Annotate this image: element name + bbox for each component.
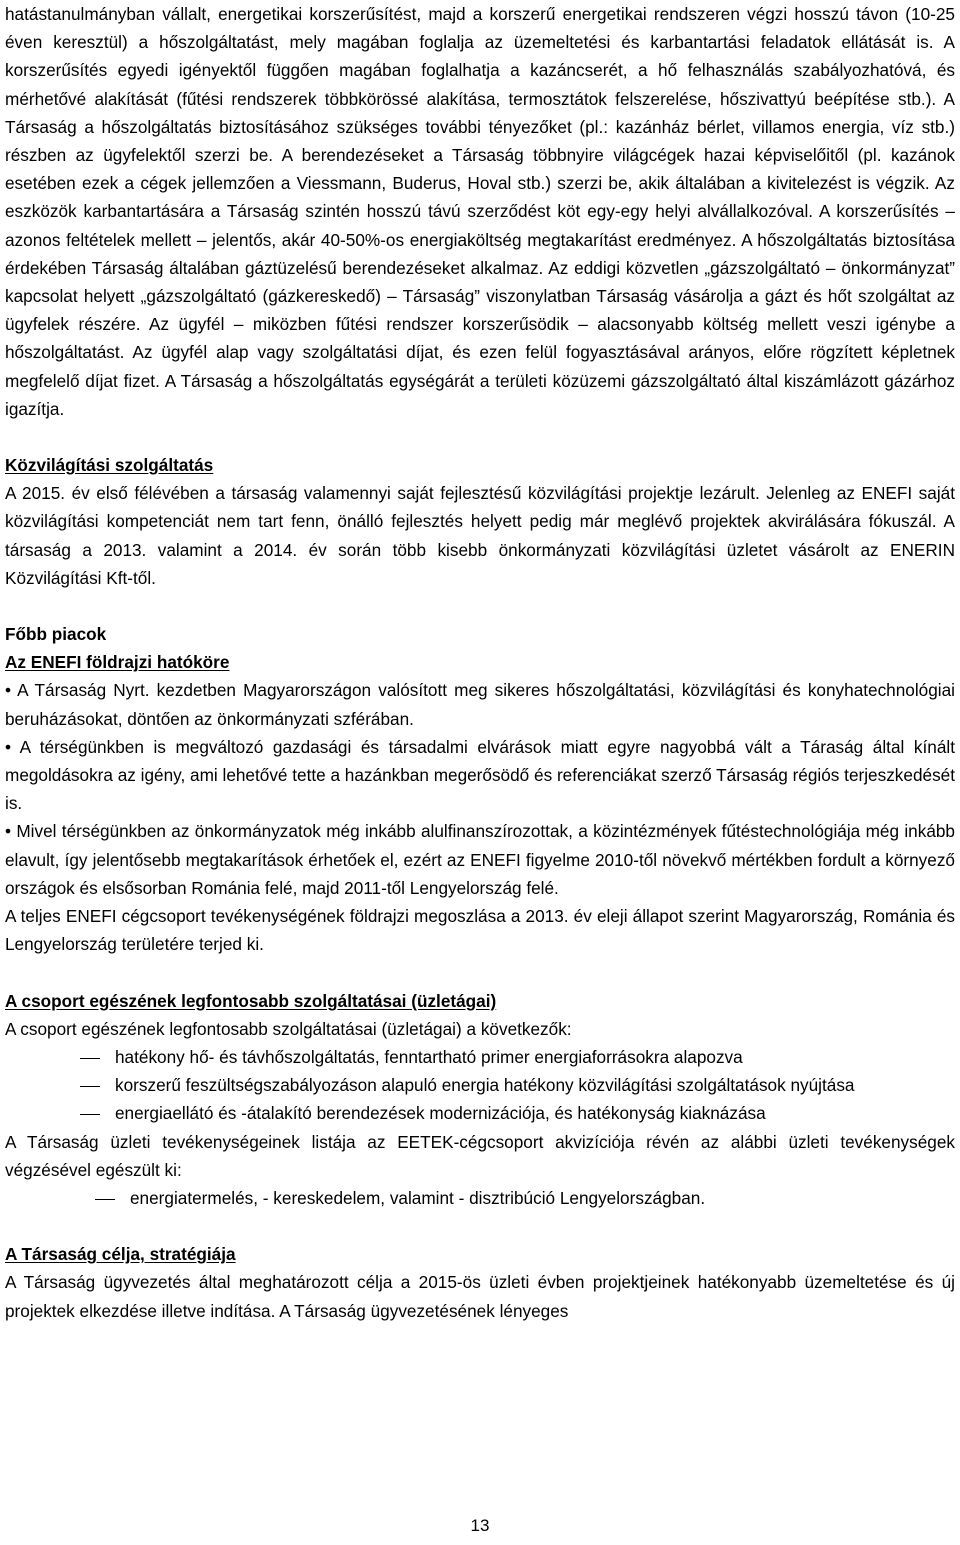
document-page xyxy=(5,0,955,1325)
dash-marker xyxy=(5,1199,115,1227)
geographic-scope-heading: Az ENEFI földrajzi hatóköre xyxy=(5,652,230,673)
strategy-heading: A Társaság célja, stratégiája xyxy=(5,1244,236,1265)
markets-heading: Főbb piacok xyxy=(5,624,107,645)
services-intro: A csoport egészének legfontosabb szolgáltatásai (üzletágai) a következők: xyxy=(5,1018,572,1039)
list-item: korszerű feszültségszabályozáson alapuló energia hatékony közvilágítási szolgáltatások nyújtása xyxy=(5,1071,955,1099)
list-item: energiaellátó és -átalakító berendezések modernizációja, és hatékonyság kiaknázása xyxy=(5,1099,955,1127)
services-heading: A csoport egészének legfontosabb szolgáltatásai (üzletágai) xyxy=(5,990,497,1011)
markets-closing-paragraph: A teljes ENEFI cégcsoport tevékenységének földrajzi megoszlása a 2013. év eleji állapot szerint Magyarország, Románia és Lengyelország területére terjed ki. xyxy=(5,906,955,955)
intro-paragraph: hatástanulmányban vállalt, energetikai korszerűsítést, majd a korszerű energetikai rendszeren végzi hosszú távon (10-25 éven keresztül) a hőszolgáltatást, mely magában foglalja az üzemeltetési és karbantartási feladatok ellátását is. A korszerűsítés egyedi igényektől függően magában foglalhatja a kazáncserét, a hő felhasználás szabályozhatóvá, és mérhetővé alakítását (fűtési rendszerek többkörössé alakítása, termosztátok felszerelése, hőszivattyú beépítése stb.). A Társaság a hőszolgáltatás biztosításához szükséges további tényezőket (pl.: kazánház bérlet, villamos energia, víz stb.) részben az ügyfelektől szerzi be. A berendezéseket a Társaság többnyire világcégek hazai képviselőitől (pl. kazánok esetében ezek a cégek jellemzően a Viessmann, Buderus, Hoval stb.) szerzi be, akik általában a kivitelezést is végzik. Az eszközök karbantartására a Társaság szintén hosszú távú szerződést köt egy-egy helyi alvállalkozóval. A korszerűsítés – azonos feltételek mellett – jelentős, akár 40-50%-os energiaköltség megtakarítást eredményez. A hőszolgáltatás biztosítása érdekében Társaság általában gáztüzelésű berendezéseket alkalmaz. Az eddigi közvetlen „gázszolgáltató – önkormányzat” kapcsolat helyett „gázszolgáltató (gázkereskedő) – Társaság” viszonylatban Társaság vásárolja a gázt és hőt szolgáltat az ügyfelek részére. Az ügyfél – miközben fűtési rendszer korszerűsödik – alacsonyabb költség mellett veszi igénybe a hőszolgáltatást. Az ügyfél alap vagy szolgáltatási díjat, és ezen felül fogyasztásával arányos, előre rögzített képletnek megfelelő díjat fizet. A Társaság a hőszolgáltatás egységárát a területi közüzemi gázszolgáltató által kiszámlázott gázárhoz igazítja. xyxy=(5,4,955,419)
street-lighting-heading: Közvilágítási szolgáltatás xyxy=(5,455,214,476)
markets-bullet: • A Társaság Nyrt. kezdetben Magyarországon valósított meg sikeres hőszolgáltatási, közvilágítási és konyhatechnológiai beruházásokat, döntően az önkormányzati szférában. xyxy=(5,680,955,729)
street-lighting-paragraph: A 2015. év első félévében a társaság valamennyi saját fejlesztésű közvilágítási projektje lezárult. Jelenleg az ENEFI saját közvilágítási kompetenciát nem tart fenn, önálló fejlesztés helyett pedig már meglévő projektek akvirálására fókuszál. A társaság a 2013. valamint a 2014. év során több kisebb önkormányzati közvilágítási üzletet vásárolt az ENERIN Közvilágítási Kft-től. xyxy=(5,483,955,588)
services-sublist xyxy=(5,1184,955,1212)
services-after: A Társaság üzleti tevékenységeinek listája az EETEK-cégcsoport akvizíciója révén az alábbi üzleti tevékenységek végzésével egészült ki: xyxy=(5,1131,955,1180)
list-item: hatékony hő- és távhőszolgáltatás, fenntartható primer energiaforrásokra alapozva xyxy=(5,1043,955,1071)
page-number: 13 xyxy=(470,1516,490,1535)
markets-bullet: • A térségünkben is megváltozó gazdasági és társadalmi elvárások miatt egyre nagyobbá vált a Táraság által kínált megoldásokra az igény, ami lehetővé tette a hazánkban megerősödő és referenciákat szerző Társaság régiós terjeszkedését is. xyxy=(5,736,955,814)
services-list xyxy=(5,1043,955,1128)
dash-marker xyxy=(5,1114,115,1142)
strategy-paragraph: A Társaság ügyvezetés által meghatározott célja a 2015-ös üzleti évben projektjeinek hatékonyabb üzemeltetése és új projektek elkezdése illetve indítása. A Társaság ügyvezetésének lényeges xyxy=(5,1272,955,1321)
list-item: energiatermelés, - kereskedelem, valamint - disztribúció Lengyelországban. xyxy=(5,1184,955,1212)
markets-bullet: • Mivel térségünkben az önkormányzatok még inkább alulfinanszírozottak, a közintézmények fűtéstechnológiája még inkább elavult, így jelentősebb megtakarítások érhetőek el, ezért az ENEFI figyelme 2010-től növekvő mértékben fordult a környező országok és elsősorban Románia felé, majd 2011-től Lengyelország felé. xyxy=(5,821,955,898)
